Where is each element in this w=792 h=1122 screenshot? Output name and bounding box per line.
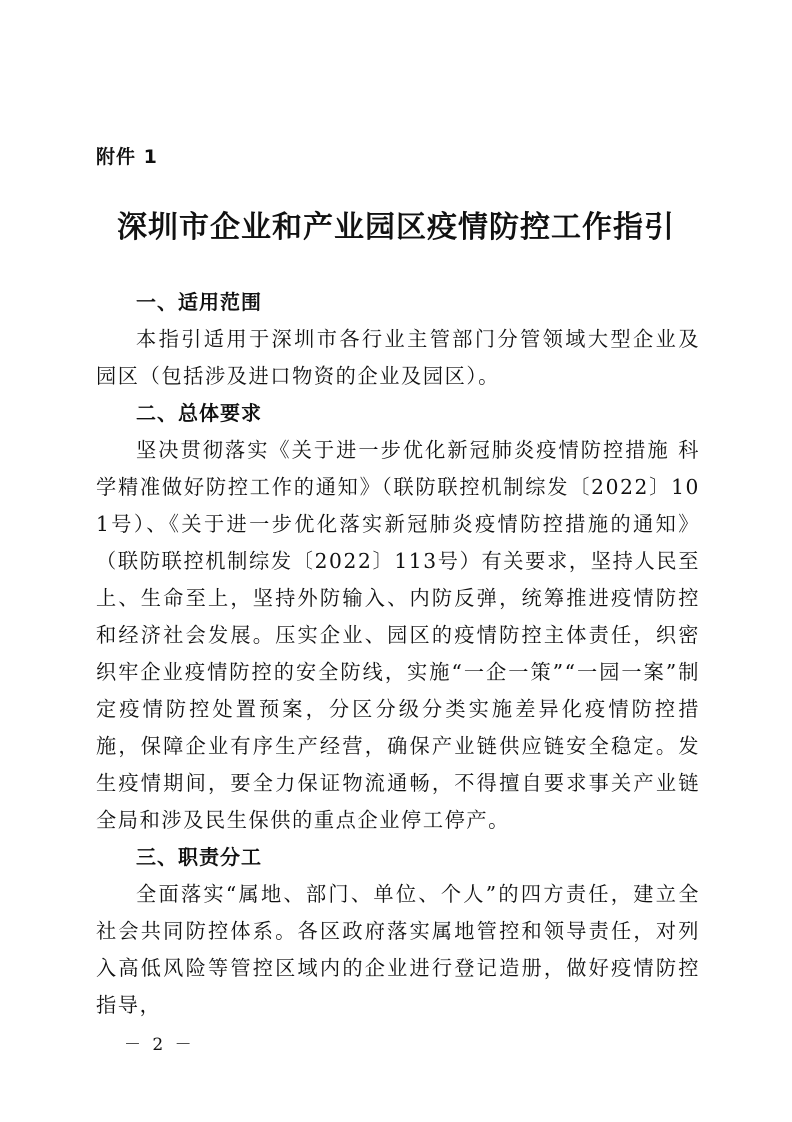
- section-heading-requirements: 二、总体要求: [136, 401, 262, 425]
- document-body: [96, 284, 700, 1024]
- document-title: 深圳市企业和产业园区疫情防控工作指引: [117, 210, 675, 245]
- attachment-label: 附件 1: [96, 146, 158, 168]
- page-number: － 2 －: [124, 1035, 195, 1055]
- section-paragraph-scope: 本指引适用于深圳市各行业主管部门分管领域大型企业及园区（包括涉及进口物资的企业及园区）。: [96, 327, 700, 388]
- section-paragraph-requirements: 坚决贯彻落实《关于进一步优化新冠肺炎疫情防控措施 科学精准做好防控工作的通知》（联防联控机制综发〔2022〕101号）、《关于进一步优化落实新冠肺炎疫情防控措施的通知》（联防联控机制综发〔2022〕113号）有关要求，坚持人民至上、生命至上，坚持外防输入、内防反弹，统筹推进疫情防控和经济社会发展。压实企业、园区的疫情防控主体责任，织密织牢企业疫情防控的安全防线，实施“一企一策”“一园一案”制定疫情防控处置预案，分区分级分类实施差异化疫情防控措施，保障企业有序生产经营，确保产业链供应链安全稳定。发生疫情期间，要全力保证物流通畅，不得擅自要求事关产业链全局和涉及民生保供的重点企业停工停产。: [96, 438, 700, 832]
- section-heading-scope: 一、适用范围: [136, 290, 262, 314]
- section-paragraph-responsibilities: 全面落实“属地、部门、单位、个人”的四方责任，建立全社会共同防控体系。各区政府落实属地管控和领导责任，对列入高低风险等管控区域内的企业进行登记造册，做好疫情防控指导，: [96, 882, 700, 1017]
- section-heading-responsibilities: 三、职责分工: [136, 845, 262, 869]
